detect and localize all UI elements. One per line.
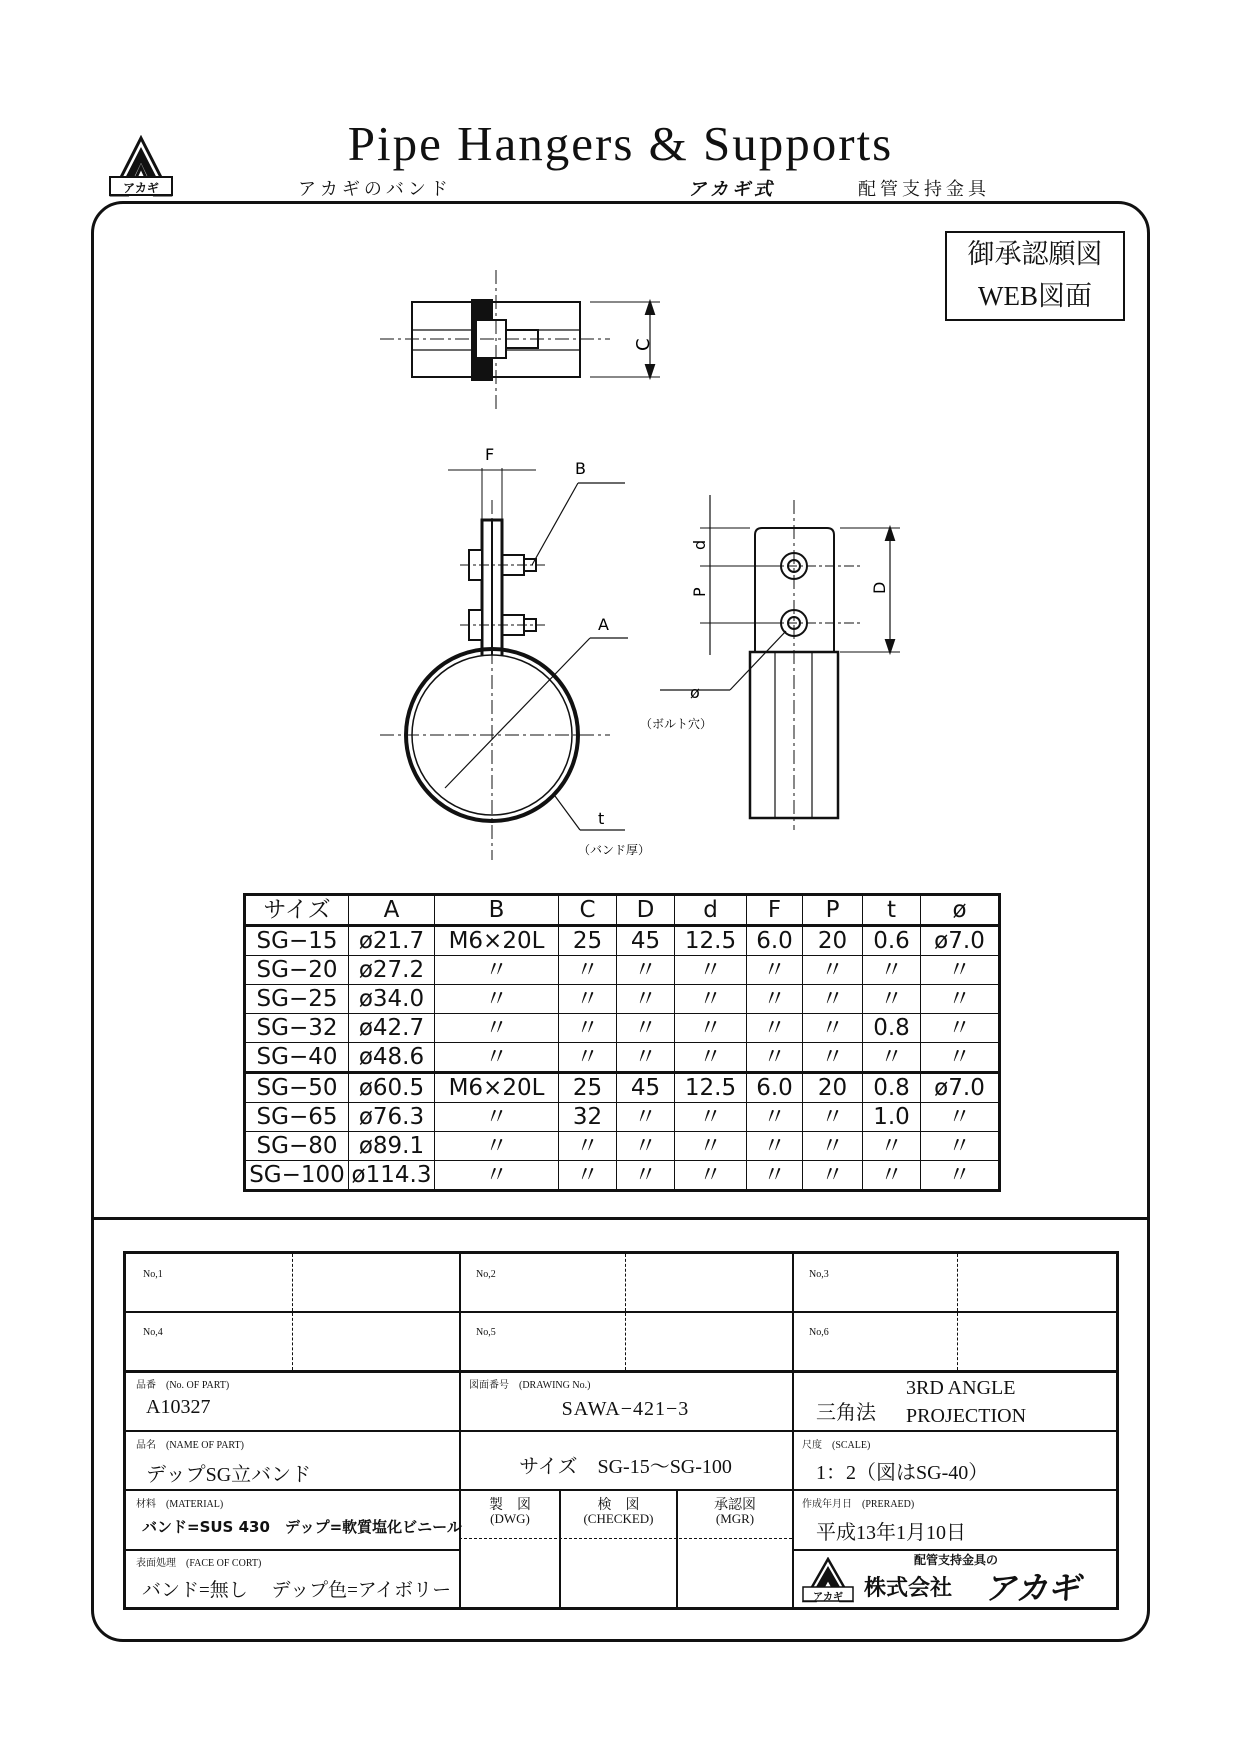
table-cell: 〃: [617, 1014, 675, 1043]
finish-label: 表面処理 (FACE OF CORT): [136, 1558, 262, 1569]
table-cell: 〃: [863, 1043, 921, 1073]
table-cell: 〃: [921, 985, 1000, 1014]
dim-d-large: D: [870, 581, 889, 594]
subtitle-right: 配管支持金具: [858, 179, 990, 200]
bolt-hole-note: （ボルト穴）: [640, 717, 713, 731]
title-block: [123, 1251, 1119, 1610]
table-cell: 〃: [435, 956, 559, 985]
table-cell: 〃: [617, 1103, 675, 1132]
drawing-no-label: 図面番号 (DRAWING No.): [469, 1380, 591, 1391]
name-label: 品名 (NAME OF PART): [136, 1440, 244, 1451]
rev-no-2: No,2: [476, 1269, 496, 1280]
table-cell: 6.0: [747, 1073, 803, 1103]
table-cell: SG−20: [245, 956, 349, 985]
material-label: 材料 (MATERIAL): [136, 1499, 224, 1510]
table-cell: A: [349, 895, 435, 926]
page-title: Pipe Hangers & Supports: [347, 116, 894, 171]
table-cell: D: [617, 895, 675, 926]
table-cell: 0.8: [863, 1014, 921, 1043]
company-logo-text: アカギ: [813, 1592, 843, 1603]
table-cell: M6×20L: [435, 1073, 559, 1103]
table-cell: 〃: [863, 1161, 921, 1191]
table-cell: 〃: [617, 1132, 675, 1161]
projection-jp: 三角法: [816, 1402, 876, 1424]
mgr-jp: 承認図: [714, 1498, 756, 1513]
table-cell: 〃: [559, 985, 617, 1014]
table-cell: M6×20L: [435, 926, 559, 956]
finish: バンド=無し デップ色=アイボリー: [142, 1580, 452, 1601]
table-header-row: [245, 895, 1000, 926]
table-cell: t: [863, 895, 921, 926]
checked-jp: 検 図: [597, 1498, 640, 1513]
table-cell: ø7.0: [921, 1073, 1000, 1103]
table-cell: B: [435, 895, 559, 926]
band-thickness-note: （バンド厚）: [578, 843, 651, 857]
table-cell: 〃: [675, 1132, 747, 1161]
table-cell: 〃: [863, 1132, 921, 1161]
table-row: [245, 956, 1000, 985]
material: バンド=SUS 430 デップ=軟質塩化ビニール: [142, 1518, 462, 1536]
table-cell: 〃: [921, 1161, 1000, 1191]
table-cell: 〃: [617, 985, 675, 1014]
table-cell: ø48.6: [349, 1043, 435, 1073]
table-cell: 〃: [559, 1132, 617, 1161]
rev-no-4: No,4: [143, 1327, 163, 1338]
stamp-line-2: WEB図面: [978, 281, 1092, 311]
table-cell: 〃: [559, 1043, 617, 1073]
company-name: 株式会社: [864, 1576, 953, 1601]
table-cell: 〃: [803, 1103, 863, 1132]
table-cell: 〃: [747, 1132, 803, 1161]
logo-text: アカギ: [123, 181, 159, 195]
stamp-line-1: 御承認願図: [967, 239, 1103, 269]
table-cell: 〃: [559, 1014, 617, 1043]
scale: 1：2（図はSG-40）: [816, 1462, 989, 1484]
rev-no-6: No,6: [809, 1327, 829, 1338]
table-cell: 〃: [803, 1014, 863, 1043]
spec-table: [243, 893, 1001, 1192]
table-cell: 〃: [803, 1132, 863, 1161]
table-cell: 〃: [435, 1103, 559, 1132]
table-cell: 12.5: [675, 1073, 747, 1103]
dwg-en: (DWG): [490, 1511, 530, 1526]
table-cell: ø89.1: [349, 1132, 435, 1161]
table-cell: 20: [803, 926, 863, 956]
table-cell: 45: [617, 1073, 675, 1103]
table-cell: 〃: [747, 985, 803, 1014]
company-tagline: 配管支持金具の: [914, 1553, 999, 1567]
table-cell: d: [675, 895, 747, 926]
table-row: [245, 1161, 1000, 1191]
rev-no-3: No,3: [809, 1269, 829, 1280]
table-cell: 20: [803, 1073, 863, 1103]
table-cell: 〃: [803, 985, 863, 1014]
table-row: [245, 1014, 1000, 1043]
table-row: [245, 1073, 1000, 1103]
table-cell: 〃: [617, 1161, 675, 1191]
table-cell: 〃: [559, 1161, 617, 1191]
table-cell: ø27.2: [349, 956, 435, 985]
projection-en-2: PROJECTION: [906, 1405, 1027, 1427]
rev-no-1: No,1: [143, 1269, 163, 1280]
table-cell: 〃: [747, 1043, 803, 1073]
table-cell: C: [559, 895, 617, 926]
table-cell: 〃: [921, 1014, 1000, 1043]
table-cell: 〃: [921, 1103, 1000, 1132]
table-cell: 〃: [435, 1132, 559, 1161]
table-cell: 〃: [921, 956, 1000, 985]
table-cell: 〃: [617, 956, 675, 985]
part-name: デップSG立バンド: [146, 1464, 312, 1486]
table-cell: ø114.3: [349, 1161, 435, 1191]
table-cell: 〃: [803, 956, 863, 985]
dim-phi: ø: [690, 683, 700, 702]
table-cell: 〃: [435, 1161, 559, 1191]
table-cell: 〃: [675, 1014, 747, 1043]
table-cell: 〃: [921, 1132, 1000, 1161]
table-cell: 〃: [675, 956, 747, 985]
table-cell: 〃: [747, 1103, 803, 1132]
table-cell: 〃: [617, 1043, 675, 1073]
subtitle-brand: アカギ式: [688, 179, 776, 200]
size-range: サイズ SG-15〜SG-100: [519, 1456, 732, 1478]
table-cell: ø: [921, 895, 1000, 926]
scale-label: 尺度 (SCALE): [802, 1440, 871, 1451]
dim-f: F: [485, 445, 495, 464]
table-cell: 〃: [559, 956, 617, 985]
table-cell: 12.5: [675, 926, 747, 956]
table-cell: 〃: [435, 1043, 559, 1073]
table-cell: 〃: [675, 1103, 747, 1132]
table-cell: SG−100: [245, 1161, 349, 1191]
table-cell: SG−25: [245, 985, 349, 1014]
table-cell: ø7.0: [921, 926, 1000, 956]
table-cell: SG−80: [245, 1132, 349, 1161]
frame-divider: [91, 1217, 1150, 1220]
dim-c: C: [633, 338, 654, 351]
drawing-no: SAWA−421−3: [561, 1398, 690, 1420]
table-cell: 0.8: [863, 1073, 921, 1103]
dim-t: t: [598, 809, 605, 828]
company-brand: アカギ: [984, 1569, 1080, 1607]
table-cell: 〃: [435, 985, 559, 1014]
table-cell: 〃: [747, 1161, 803, 1191]
table-cell: 〃: [435, 1014, 559, 1043]
mgr-en: (MGR): [715, 1511, 755, 1526]
table-cell: F: [747, 895, 803, 926]
table-cell: 〃: [863, 985, 921, 1014]
table-cell: サイズ: [245, 895, 349, 926]
table-cell: 〃: [675, 1043, 747, 1073]
table-cell: SG−32: [245, 1014, 349, 1043]
table-cell: 〃: [863, 956, 921, 985]
table-cell: ø42.7: [349, 1014, 435, 1043]
table-row: [245, 1043, 1000, 1073]
table-cell: 32: [559, 1103, 617, 1132]
table-cell: 〃: [921, 1043, 1000, 1073]
table-cell: SG−50: [245, 1073, 349, 1103]
dim-p: P: [690, 587, 709, 597]
table-cell: ø60.5: [349, 1073, 435, 1103]
table-cell: 〃: [803, 1043, 863, 1073]
dim-b: B: [575, 459, 586, 478]
table-cell: 1.0: [863, 1103, 921, 1132]
table-cell: ø21.7: [349, 926, 435, 956]
table-row: [245, 1132, 1000, 1161]
checked-en: (CHECKED): [583, 1511, 654, 1526]
rev-no-5: No,5: [476, 1327, 496, 1338]
part-no: A10327: [146, 1396, 211, 1418]
table-cell: 〃: [747, 956, 803, 985]
table-cell: SG−15: [245, 926, 349, 956]
table-cell: P: [803, 895, 863, 926]
table-cell: ø34.0: [349, 985, 435, 1014]
part-no-label: 品番 (No. OF PART): [136, 1380, 230, 1391]
table-cell: 25: [559, 926, 617, 956]
table-cell: 25: [559, 1073, 617, 1103]
company-logo: [802, 1557, 854, 1603]
table-cell: SG−40: [245, 1043, 349, 1073]
dim-d-small: d: [690, 539, 709, 550]
date-label: 作成年月日 (PRERAED): [802, 1499, 915, 1510]
table-row: [245, 985, 1000, 1014]
table-cell: 0.6: [863, 926, 921, 956]
table-cell: 〃: [675, 985, 747, 1014]
dwg-jp: 製 図: [489, 1498, 531, 1513]
projection-en-1: 3RD ANGLE: [906, 1377, 1016, 1399]
table-cell: ø76.3: [349, 1103, 435, 1132]
table-row: [245, 926, 1000, 956]
table-cell: SG−65: [245, 1103, 349, 1132]
date: 平成13年1月10日: [816, 1522, 966, 1544]
table-cell: 45: [617, 926, 675, 956]
table-cell: 〃: [803, 1161, 863, 1191]
table-cell: 〃: [747, 1014, 803, 1043]
table-row: [245, 1103, 1000, 1132]
table-cell: 〃: [675, 1161, 747, 1191]
table-cell: 6.0: [747, 926, 803, 956]
dim-a: A: [598, 615, 609, 634]
subtitle-left: アカギのバンド: [298, 179, 452, 200]
